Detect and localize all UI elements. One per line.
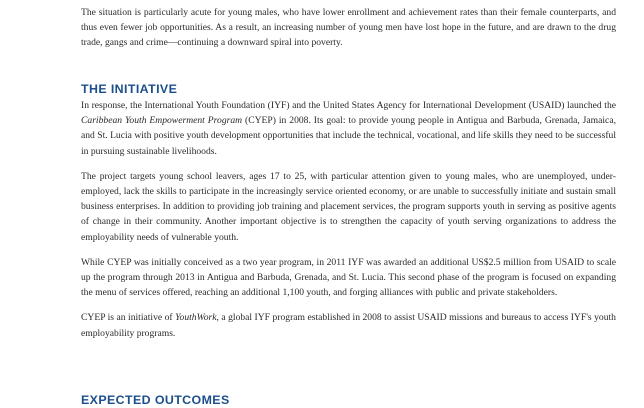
initiative-p1-text-end: (CYEP) in 2008. Its goal: to provide young people in Antigua and Barbuda, Grenada, Jamaica, and St. Lucia with positive youth development opportunities that include the technical, vocational, and life skills they need to be successful in pursuing sustainable livelihoods. (81, 115, 616, 157)
section-heading-initiative: THE INITIATIVE (81, 82, 178, 96)
initiative-section (81, 81, 616, 341)
intro-block (81, 5, 616, 51)
initiative-p1-text-start: In response, the International Youth Foundation (IYF) and the United States Agency for International Development (USAID) launched the (81, 100, 616, 111)
initiative-p4-text-start: CYEP is an initiative of (81, 312, 176, 324)
intro-paragraph: The situation is particularly acute for young males, who have lower enrollment and achievement rates than their female counterparts, and thus even fewer job opportunities. As a result, an increasing number of young men have lost hope in the future, and are drawn to the drug trade, gangs and crime—continuing a downward spiral into poverty. (81, 7, 616, 49)
initiative-paragraph-1 (81, 98, 616, 159)
section-heading-expected-outcomes: EXPECTED OUTCOMES (81, 393, 230, 407)
initiative-paragraph-4 (81, 310, 616, 340)
youthwork-name: YouthWork (175, 312, 217, 324)
initiative-p4-text-end: , a global IYF program established in 2008 to assist USAID missions and bureaus to access IYF's youth employability programs. (81, 312, 616, 339)
initiative-paragraph-2: The project targets young school leavers, ages 17 to 25, with particular attention given to young males, who are unemployed, under-employed, lack the skills to participate in the increasingly service oriented economy, or are unable to successfully initiate and sustain small business enterprises. In addition to providing job training and placement services, the program supports youth in serving as positive agents of change in their community. Another important objective is to strengthen the capacity of youth serving organizations to address the employability needs of vulnerable youth. (81, 170, 616, 243)
initiative-paragraph-3: While CYEP was initially conceived as a two year program, in 2011 IYF was awarded an additional US$2.5 million from USAID to scale up the program through 2013 in Antigua and Barbuda, Grenada, and St. Lucia. This second phase of the program is focused on expanding the menu of services offered, reaching an additional 1,100 youth, and forging alliances with public and private stakeholders. (81, 256, 616, 299)
program-name: Caribbean Youth Empowerment Program (81, 115, 243, 127)
